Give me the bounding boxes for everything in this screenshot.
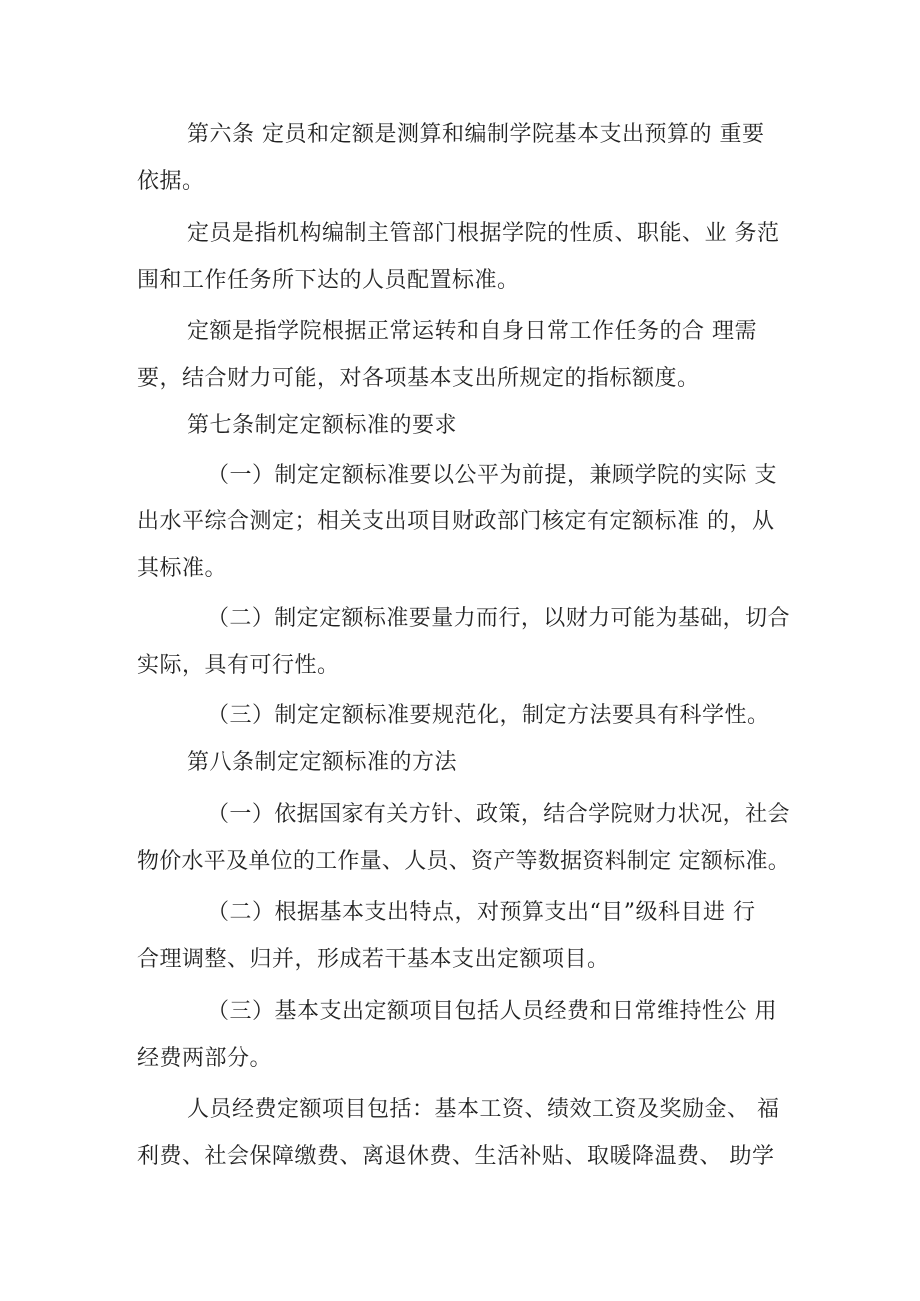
line-text: （三）基本支出定额项目包括人员经费和日常维持性公 用	[207, 999, 777, 1024]
text-line	[0, 1039, 920, 1079]
text-line	[0, 549, 920, 589]
text-line	[0, 1090, 920, 1130]
line-text: （二）根据基本支出特点，对预算支出“目”级科目进 行	[207, 900, 756, 925]
line-text: （一）制定定额标准要以公平为前提，兼顾学院的实际 支	[207, 463, 777, 488]
line-text: 定员是指机构编制主管部门根据学院的性质、职能、业 务范	[187, 221, 780, 246]
text-line	[0, 599, 920, 639]
line-text: 其标准。	[137, 556, 228, 581]
text-line	[0, 162, 920, 202]
line-text: 合理调整、归并，形成若干基本支出定额项目。	[137, 947, 610, 972]
text-line	[0, 502, 920, 542]
line-text: （一）依据国家有关方针、政策，结合学院财力状况，社会	[207, 802, 790, 827]
text-line	[0, 214, 920, 254]
line-text: 实际，具有可行性。	[137, 653, 340, 678]
text-line	[0, 646, 920, 686]
text-line	[0, 456, 920, 496]
line-text: 围和工作任务所下达的人员配置标准。	[137, 268, 520, 293]
text-line	[0, 842, 920, 882]
line-text: 定额是指学院根据正常运转和自身日常工作任务的合 理需	[187, 319, 757, 344]
text-line	[0, 115, 920, 155]
text-line	[0, 406, 920, 446]
text-line	[0, 743, 920, 783]
line-text: 要，结合财力可能，对各项基本支出所规定的指标额度。	[137, 366, 700, 391]
text-line	[0, 795, 920, 835]
line-text: 第六条 定员和定额是测算和编制学院基本支出预算的 重要	[187, 122, 765, 147]
text-line	[0, 359, 920, 399]
line-text: （二）制定定额标准要量力而行，以财力可能为基础，切合	[207, 606, 790, 631]
text-line	[0, 1137, 920, 1177]
text-line	[0, 940, 920, 980]
line-text: 经费两部分。	[137, 1046, 273, 1071]
line-text: 利费、社会保障缴费、离退休费、生活补贴、取暖降温费、 助学	[137, 1144, 775, 1169]
line-text: 第七条制定定额标准的要求	[187, 413, 458, 438]
text-line	[0, 696, 920, 736]
text-line	[0, 261, 920, 301]
line-text: 依据。	[137, 169, 205, 194]
line-text: 出水平综合测定；相关支出项目财政部门核定有定额标准 的，从	[137, 509, 775, 534]
text-line	[0, 893, 920, 933]
line-text: 人员经费定额项目包括：基本工资、绩效工资及奖励金、 福	[187, 1097, 780, 1122]
line-text: 第八条制定定额标准的方法	[187, 750, 458, 775]
text-line	[0, 992, 920, 1032]
line-text: （三）制定定额标准要规范化，制定方法要具有科学性。	[207, 703, 770, 728]
text-line	[0, 312, 920, 352]
line-text: 物价水平及单位的工作量、人员、资产等数据资料制定 定额标准。	[137, 849, 790, 874]
